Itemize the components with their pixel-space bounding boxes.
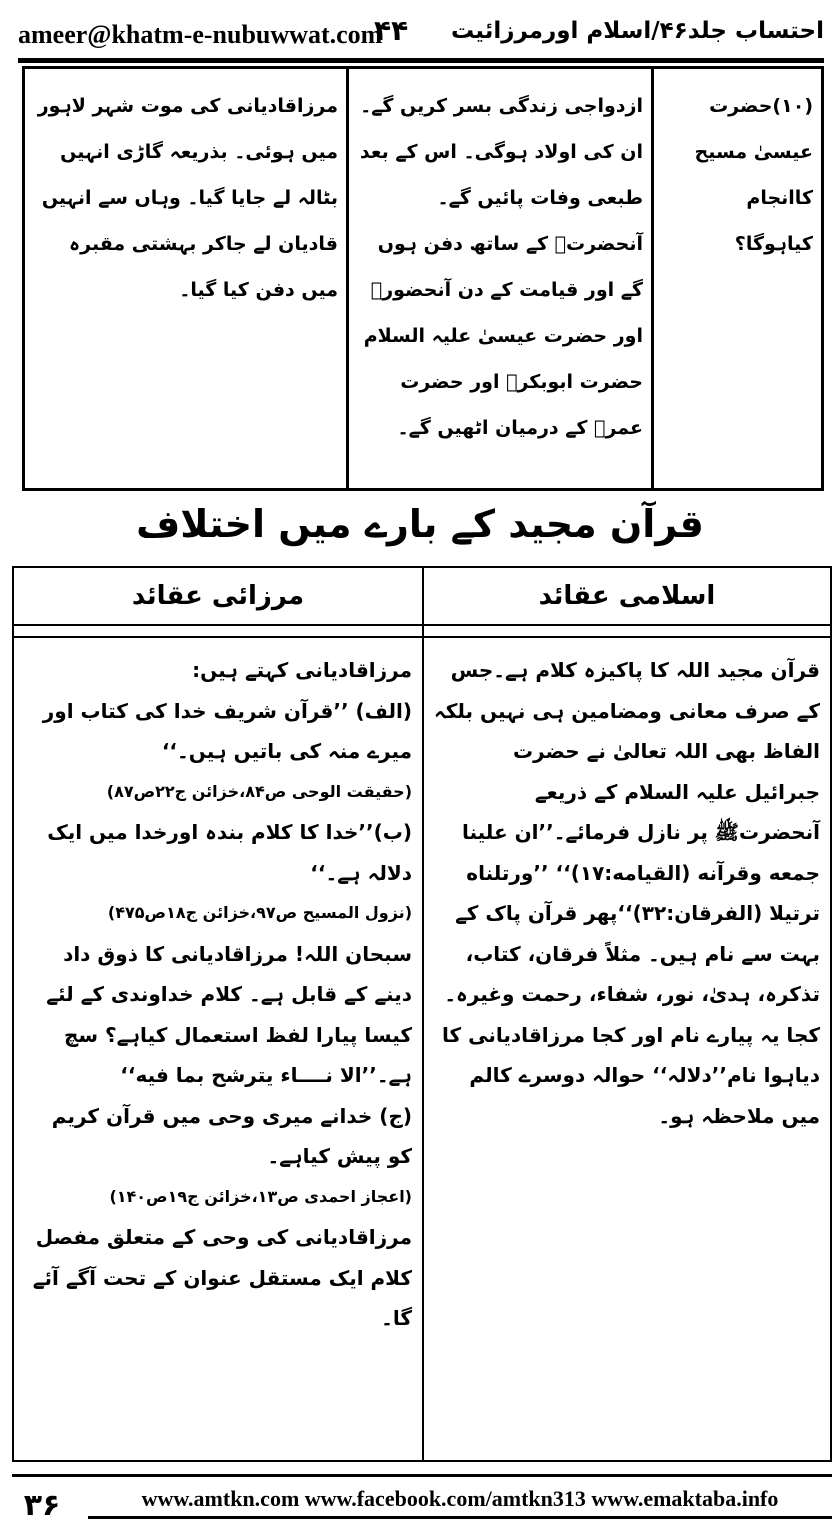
islamic-beliefs-column xyxy=(422,638,830,1462)
top-question-cell: (۱۰)حضرت عیسیٰ مسیح کاانجام کیاہوگا؟ xyxy=(651,69,821,488)
islamic-beliefs-text: قرآن مجید اللہ کا پاکیزہ کلام ہے۔جس کے صرف معانی ومضامین ہی نہیں بلکہ الفاظ بھی اللہ تعالیٰ نے حضرت جبرائیل علیہ السلام کے ذریعے آنحضرتﷺ پر نازل فرمائے۔’’ان علینا جمعه وقرآنه (القیامه:۱۷)‘‘ ’’ورتلناه ترتیلا (الفرقان:۳۲)‘‘پھر قرآن پاک کے بہت سے نام ہیں۔ مثلاً فرقان، کتاب، تذکرہ، ہدیٰ، نور، شفاء، رحمت وغیرہ۔ کجا یہ پیارے نام اور کجا مرزاقادیانی کا دیاہوا نام’’دلالہ‘‘ حوالہ دوسرے کالم میں ملاحظہ ہو۔ xyxy=(434,658,820,1128)
mirzai-quote-b: (ب)’’خدا کا کلام بندہ اورخدا میں ایک دلالہ ہے۔‘‘ xyxy=(47,820,412,885)
header-rule xyxy=(18,58,824,63)
table-body-row xyxy=(14,638,830,1462)
mirzai-quote-a-reference: (حقیقت الوحی ص۸۴،خزائن ج۲۲ص۸۷) xyxy=(106,781,412,801)
table-spacer-row xyxy=(14,626,830,638)
mirzai-comment: سبحان اللہ! مرزاقادیانی کا ذوق داد دینے کے قابل ہے۔ کلام خداوندی کے لئے کیسا پیارا لفظ استعمال کیاہے؟ سچ ہے۔’’الا نــــاء یترشح بما فیه‘‘ xyxy=(46,941,412,1087)
header-islamic-beliefs: اسلامی عقائد xyxy=(422,568,830,624)
header-page-number: ۴۴ xyxy=(374,14,409,47)
mirzai-quote-a: (الف) ’’قرآن شریف خدا کی کتاب اور میرے منہ کی باتیں ہیں۔‘‘ xyxy=(42,698,412,763)
top-comparison-table xyxy=(22,66,824,491)
header-mirzai-beliefs: مرزائی عقائد xyxy=(131,581,305,611)
page-header xyxy=(18,14,824,54)
footer-underline xyxy=(88,1516,832,1519)
header-email: ameer@khatm-e-nubuwwat.com xyxy=(18,20,383,49)
top-mirzai-cell: مرزاقادیانی کی موت شہر لاہور میں ہوئی۔ بذریعہ گاڑی انہیں بٹالہ لے جایا گیا۔ وہاں سے انہیں قادیان لے جاکر بہشتی مقبرہ میں دفن کیا گیا۔ xyxy=(37,95,338,301)
mirzai-quote-c-reference: (اعجاز احمدی ص۱۳،خزائن ج۱۹ص۱۴۰) xyxy=(109,1186,412,1206)
mirzai-quote-c: (ج) خدانے میری وحی میں قرآن کریم کو پیش کیاہے۔ xyxy=(51,1103,412,1168)
section-heading: قرآن مجید کے بارے میں اختلاف xyxy=(136,502,704,546)
mirzai-beliefs-column xyxy=(14,638,422,1462)
header-book-title: احتساب جلد۴۶/اسلام اورمرزائیت xyxy=(450,18,824,44)
footer-page-number: ۳۶ xyxy=(23,1488,61,1523)
quran-comparison-table xyxy=(12,566,832,1462)
footer-urls: www.amtkn.com www.facebook.com/amtkn313 www.emaktaba.info xyxy=(141,1486,779,1511)
mirzai-quote-b-reference: (نزول المسیح ص۹۷،خزائن ج۱۸ص۴۷۵) xyxy=(107,903,412,922)
footer-rule xyxy=(12,1474,832,1477)
mirzai-closing-note: مرزاقادیانی کی وحی کے متعلق مفصل کلام ایک مستقل عنوان کے تحت آگے آئے گا۔ xyxy=(32,1225,412,1330)
mirzai-intro: مرزاقادیانی کہتے ہیں: xyxy=(192,658,412,682)
top-islamic-cell: ازدواجی زندگی بسر کریں گے۔ ان کی اولاد ہوگی۔ اس کے بعد طبعی وفات پائیں گے۔ آنحضرتﷺ کے ساتھ دفن ہوں گے اور قیامت کے دن آنحضورﷺ اور حضرت عیسیٰ علیہ السلام حضرت ابوبکرؓ اور حضرت عمرؓ کے درمیان اٹھیں گے۔ xyxy=(346,69,651,488)
table-header-row xyxy=(14,568,830,626)
page-footer xyxy=(12,1486,832,1530)
